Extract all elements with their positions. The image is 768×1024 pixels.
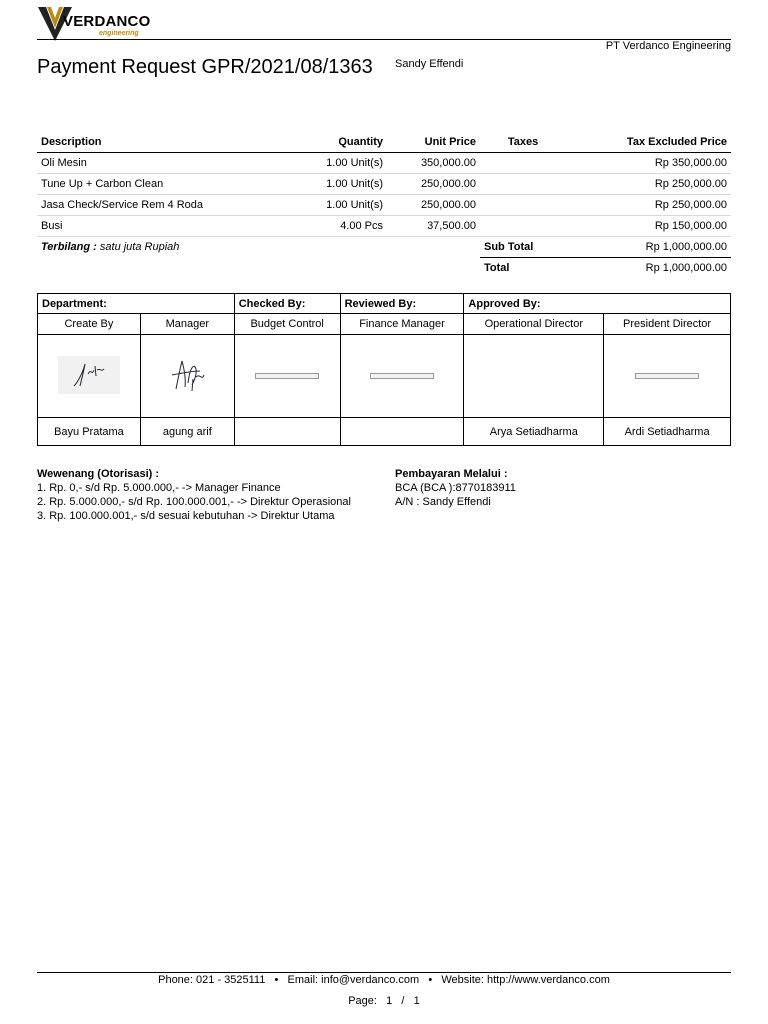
authority-title: Wewenang (Otorisasi) : (37, 468, 160, 480)
name-budget-control (234, 418, 340, 446)
requester-name: Sandy Effendi (395, 58, 464, 70)
total-value: Rp 1,000,000.00 (645, 262, 727, 274)
group-approved: Approved By: (464, 294, 731, 314)
name-manager: agung arif (140, 418, 234, 446)
row-description: Busi (37, 216, 261, 237)
row-amount: Rp 150,000.00 (566, 216, 731, 237)
row-unit-price: 250,000.00 (387, 195, 480, 216)
row-quantity: 1.00 Unit(s) (261, 195, 387, 216)
subtotal-row (37, 237, 731, 258)
table-row (37, 195, 731, 216)
row-taxes (480, 195, 566, 216)
signature-president-director (604, 335, 731, 418)
total-label: Total (484, 262, 510, 274)
col-taxes: Taxes (480, 131, 566, 153)
row-unit-price: 250,000.00 (387, 174, 480, 195)
role-president-director: President Director (604, 314, 731, 335)
subtotal-value: Rp 1,000,000.00 (566, 237, 731, 258)
row-unit-price: 350,000.00 (387, 153, 480, 174)
row-quantity: 1.00 Unit(s) (261, 153, 387, 174)
terbilang-label: Terbilang : (41, 241, 97, 254)
terbilang-value: satu juta Rupiah (99, 241, 180, 254)
payment-title: Pembayaran Melalui : (395, 468, 508, 480)
row-amount: Rp 250,000.00 (566, 174, 731, 195)
signature-manager (140, 335, 234, 418)
row-amount: Rp 250,000.00 (566, 195, 731, 216)
role-create-by: Create By (38, 314, 141, 335)
table-row (37, 174, 731, 195)
row-taxes (480, 153, 566, 174)
authority-line: 2. Rp. 5.000.000,- s/d Rp. 100.000.001,- -> Direktur Operasional (37, 496, 351, 508)
authority-line: 1. Rp. 0,- s/d Rp. 5.000.000,- -> Manager Finance (37, 482, 281, 494)
approval-group-row (38, 294, 731, 314)
role-budget-control: Budget Control (234, 314, 340, 335)
page-number: Page: 1 / 1 (348, 995, 420, 1007)
payment-info (395, 467, 516, 509)
row-description: Oli Mesin (37, 153, 261, 174)
col-description: Description (37, 131, 261, 153)
total-row (37, 258, 731, 279)
name-finance-manager (340, 418, 464, 446)
role-finance-manager: Finance Manager (340, 314, 464, 335)
signature-image (58, 356, 120, 394)
row-taxes (480, 174, 566, 195)
row-description: Jasa Check/Service Rem 4 Roda (37, 195, 261, 216)
row-taxes (480, 216, 566, 237)
signature-placeholder (370, 373, 434, 379)
authority-notes (37, 467, 351, 523)
row-quantity: 1.00 Unit(s) (261, 174, 387, 195)
name-operational-director: Arya Setiadharma (464, 418, 604, 446)
row-description: Tune Up + Carbon Clean (37, 174, 261, 195)
footer-divider (37, 972, 731, 973)
company-name: PT Verdanco Engineering (605, 40, 731, 52)
signature-budget-control (234, 335, 340, 418)
signature-placeholder (635, 373, 699, 379)
col-quantity: Quantity (261, 131, 387, 153)
name-create-by: Bayu Pratama (38, 418, 141, 446)
signature-operational-director (464, 335, 604, 418)
terbilang (37, 237, 480, 258)
payment-bank: BCA (BCA ):8770183911 (395, 482, 516, 494)
row-amount: Rp 350,000.00 (566, 153, 731, 174)
table-row (37, 153, 731, 174)
role-operational-director: Operational Director (464, 314, 604, 335)
items-table (37, 131, 731, 278)
signature-finance-manager (340, 335, 464, 418)
table-row (37, 216, 731, 237)
group-department: Department: (38, 294, 235, 314)
footer-contact: Phone: 021 - 3525111 • Email: info@verdanco.com • Website: http://www.verdanco.com (158, 974, 610, 986)
payment-account-name: A/N : Sandy Effendi (395, 496, 491, 508)
signature-create-by (38, 335, 141, 418)
subtotal-label: Sub Total (480, 237, 566, 258)
col-amount: Tax Excluded Price (566, 131, 731, 153)
approval-name-row (38, 418, 731, 446)
signature-placeholder (255, 373, 319, 379)
group-checked: Checked By: (234, 294, 340, 314)
approval-table (37, 293, 731, 446)
authority-line: 3. Rp. 100.000.001,- s/d sesuai kebutuhan -> Direktur Utama (37, 510, 335, 522)
col-unit-price: Unit Price (387, 131, 480, 153)
approval-signature-row (38, 335, 731, 418)
signature-image (162, 355, 212, 395)
company-logo (37, 6, 151, 42)
name-president-director: Ardi Setiadharma (604, 418, 731, 446)
row-unit-price: 37,500.00 (387, 216, 480, 237)
total-spacer (37, 258, 480, 279)
row-quantity: 4.00 Pcs (261, 216, 387, 237)
role-manager: Manager (140, 314, 234, 335)
group-reviewed: Reviewed By: (340, 294, 464, 314)
logo-wordmark: VERDANCO (63, 13, 151, 30)
logo-subtitle: engineering (99, 30, 139, 37)
items-header-row (37, 131, 731, 153)
approval-role-row (38, 314, 731, 335)
page-title: Payment Request GPR/2021/08/1363 (37, 56, 373, 78)
